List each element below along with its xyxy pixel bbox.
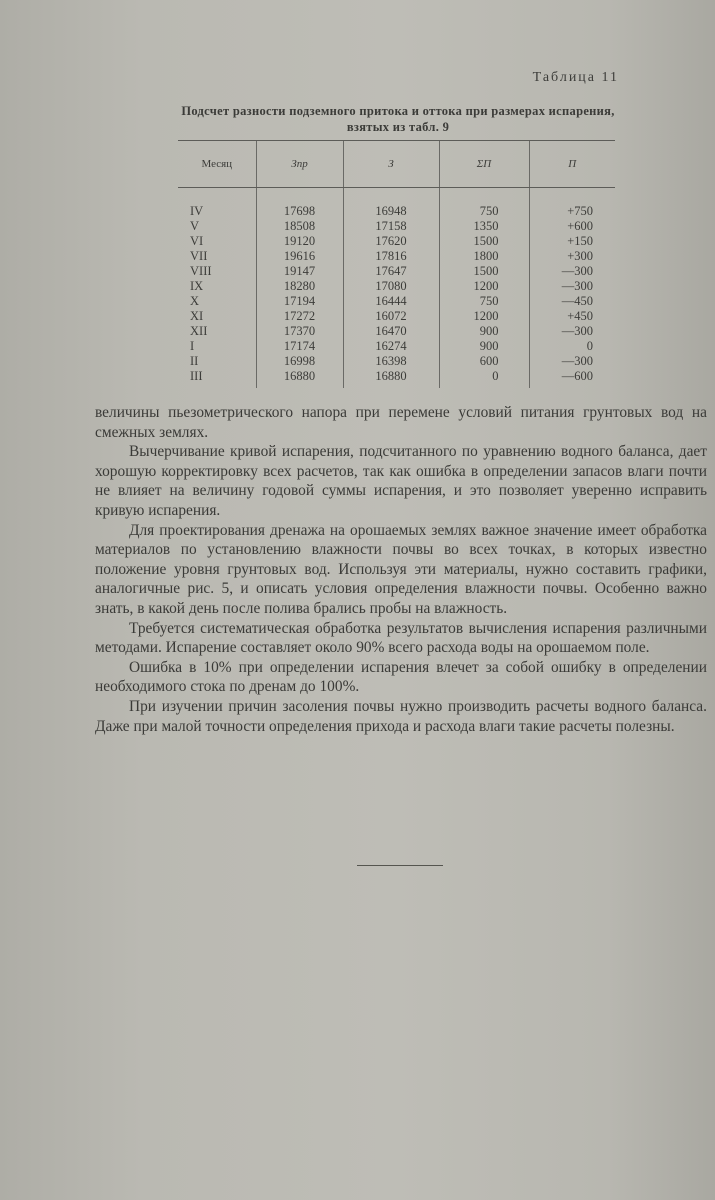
header-z-pr: Зпр [256, 141, 343, 188]
cell-p: +150 [529, 234, 615, 249]
cell-p: —300 [529, 264, 615, 279]
data-table [178, 140, 615, 388]
cell-z: 16072 [343, 309, 439, 324]
paragraph: величины пьезометрического напора при перемене условий питания грунтовых вод на смежных землях. [95, 404, 707, 441]
table-row [178, 309, 615, 324]
cell-z-pr: 18280 [256, 279, 343, 294]
cell-p: 0 [529, 339, 615, 354]
cell-z-pr: 17698 [256, 188, 343, 220]
table-row [178, 279, 615, 294]
paragraph: При изучении причин засоления почвы нужно производить расчеты водного баланса. Даже при малой точности определения прихода и расхода влаги такие расчеты полезны. [95, 697, 707, 735]
table-row [178, 369, 615, 388]
cell-z: 17620 [343, 234, 439, 249]
paragraph: Ошибка в 10% при определении испарения влечет за собой ошибку в определении необходимого стока по дренам до 100%. [95, 658, 707, 696]
cell-sum-p: 1350 [439, 219, 529, 234]
cell-z: 17816 [343, 249, 439, 264]
cell-z-pr: 17174 [256, 339, 343, 354]
cell-month: III [190, 369, 203, 383]
cell-sum-p: 750 [439, 188, 529, 220]
header-month: Месяц [178, 141, 256, 188]
cell-z: 16274 [343, 339, 439, 354]
cell-p: —300 [529, 324, 615, 339]
paragraph: Вычерчивание кривой испарения, подсчитанного по уравнению водного баланса, дает хорошую корректировку всех расчетов, так как ошибка в определении запасов влаги почти не влияет на величину годовой суммы испарения, и это позволяет уверенно исправить кривую испарения. [95, 443, 707, 519]
cell-sum-p: 600 [439, 354, 529, 369]
cell-month: VIII [190, 264, 212, 278]
table-header-row [178, 141, 615, 188]
cell-month: VII [190, 249, 208, 263]
cell-z-pr: 19120 [256, 234, 343, 249]
cell-month: XII [190, 324, 208, 338]
cell-sum-p: 900 [439, 339, 529, 354]
cell-p: +600 [529, 219, 615, 234]
table-row [178, 354, 615, 369]
table-row [178, 249, 615, 264]
table-row [178, 188, 615, 220]
cell-z-pr: 17194 [256, 294, 343, 309]
cell-z: 16470 [343, 324, 439, 339]
cell-z-pr: 16998 [256, 354, 343, 369]
cell-sum-p: 1500 [439, 264, 529, 279]
cell-month: IX [190, 279, 204, 293]
cell-p: —600 [529, 369, 615, 388]
cell-month: VI [190, 234, 204, 248]
cell-p: —300 [529, 354, 615, 369]
cell-z: 17080 [343, 279, 439, 294]
paragraph: Для проектирования дренажа на орошаемых землях важное значение имеет обработка материалов по установлению влажности почвы во всех точках, в которых известно положение уровня грунтовых вод. Используя эти материалы, нужно составить графики, аналогичные рис. 5, и описать условия определения влажности почвы. Особенно важно знать, в какой день после полива брались пробы на влажность. [95, 521, 707, 617]
table-row [178, 264, 615, 279]
cell-sum-p: 0 [439, 369, 529, 388]
cell-z: 16444 [343, 294, 439, 309]
cell-z: 16880 [343, 369, 439, 388]
header-sum-p: ΣП [439, 141, 529, 188]
table-row [178, 294, 615, 309]
table-row [178, 339, 615, 354]
cell-sum-p: 750 [439, 294, 529, 309]
table-row [178, 219, 615, 234]
cell-p: —450 [529, 294, 615, 309]
cell-month: X [190, 294, 200, 308]
body-text [95, 403, 707, 736]
cell-z-pr: 19616 [256, 249, 343, 264]
cell-z: 17158 [343, 219, 439, 234]
cell-z-pr: 18508 [256, 219, 343, 234]
cell-sum-p: 900 [439, 324, 529, 339]
cell-sum-p: 1200 [439, 279, 529, 294]
cell-sum-p: 1200 [439, 309, 529, 324]
cell-p: —300 [529, 279, 615, 294]
end-rule [357, 865, 443, 866]
table-number: Таблица 11 [532, 70, 619, 85]
table-row [178, 324, 615, 339]
table-row [178, 234, 615, 249]
cell-month: II [190, 354, 199, 368]
cell-z: 16948 [343, 188, 439, 220]
cell-z: 16398 [343, 354, 439, 369]
cell-sum-p: 1500 [439, 234, 529, 249]
cell-month: IV [190, 204, 204, 218]
paragraph: Требуется систематическая обработка результатов вычисления испарения различными методами. Испарение составляет около 90% всего расхода воды на орошаемом поле. [95, 619, 707, 657]
cell-month: V [190, 219, 200, 233]
cell-sum-p: 1800 [439, 249, 529, 264]
cell-z-pr: 19147 [256, 264, 343, 279]
header-p: П [529, 141, 615, 188]
table-caption: Подсчет разности подземного притока и оттока при размерах испарения, взятых из табл. 9 [181, 104, 615, 134]
cell-p: +300 [529, 249, 615, 264]
header-z: З [343, 141, 439, 188]
cell-p: +450 [529, 309, 615, 324]
cell-month: XI [190, 309, 204, 323]
cell-z-pr: 17272 [256, 309, 343, 324]
cell-month: I [190, 339, 195, 353]
cell-z-pr: 16880 [256, 369, 343, 388]
cell-z: 17647 [343, 264, 439, 279]
cell-z-pr: 17370 [256, 324, 343, 339]
cell-p: +750 [529, 188, 615, 220]
table-body [178, 188, 615, 389]
